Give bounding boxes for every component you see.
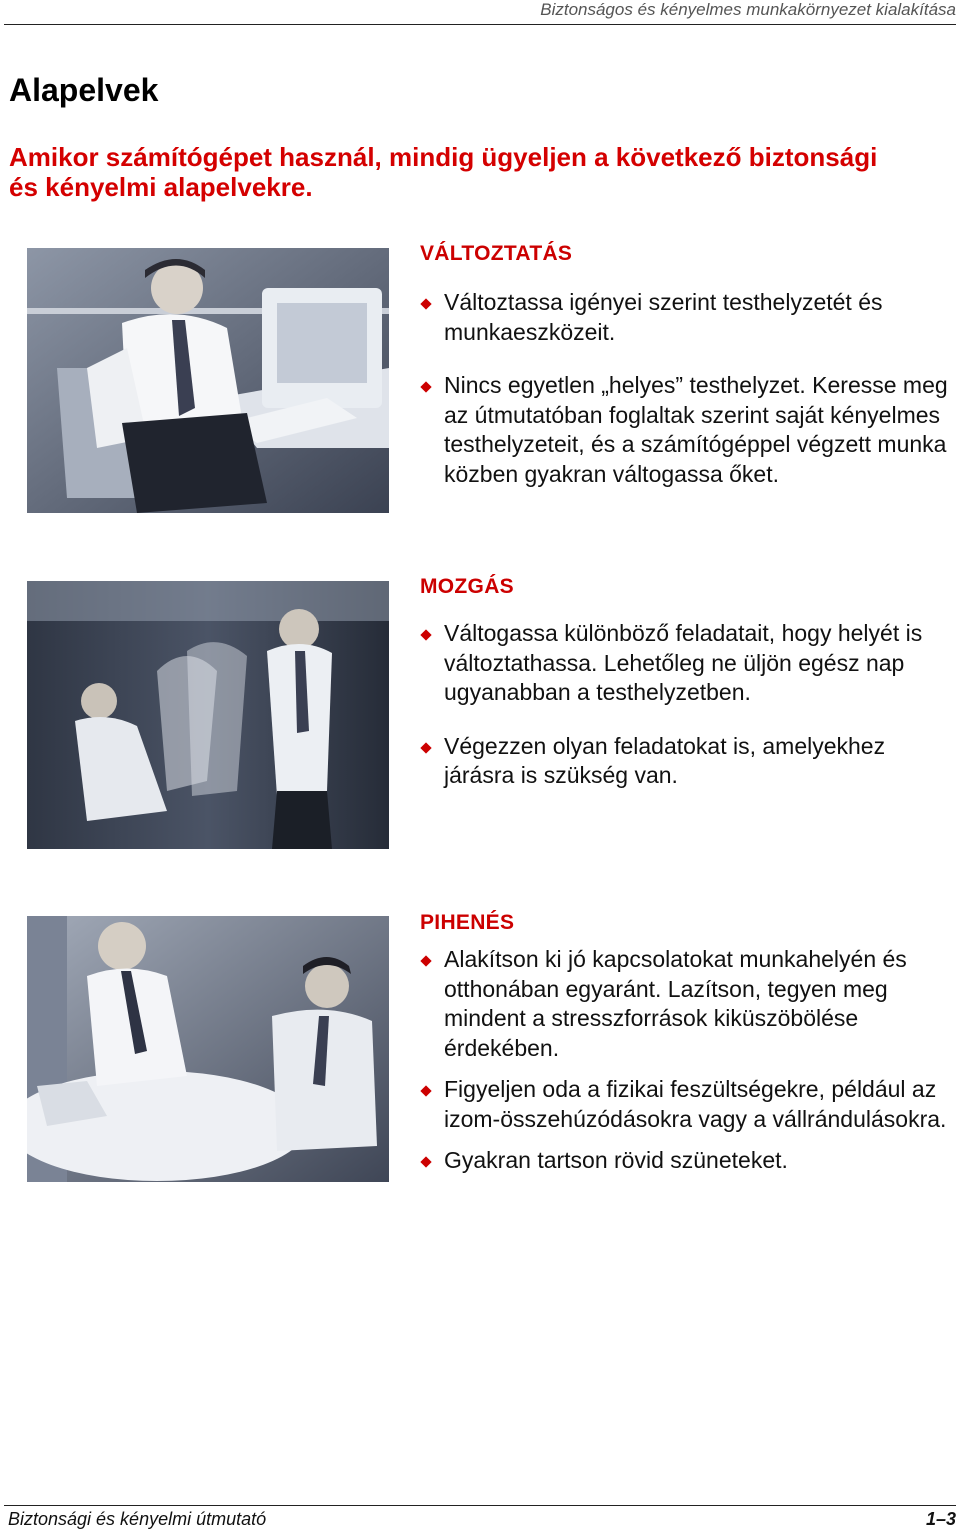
list-item	[420, 371, 950, 489]
bullet-text: Váltogassa különböző feladatait, hogy helyét is változtathassa. Lehetőleg ne üljön egész nap ugyanabban a testhelyzetben.	[444, 620, 923, 705]
red-diamond-bullet-icon	[420, 1156, 431, 1167]
red-diamond-bullet-icon	[420, 629, 431, 640]
list-item	[420, 619, 950, 708]
bullet-text: Végezzen olyan feladatokat is, amelyekhez járásra is szükség van.	[444, 732, 886, 788]
bullet-text: Alakítson ki jó kapcsolatokat munkahelyén és otthonában egyaránt. Lazítson, tegyen meg mindent a stresszforrások kiküszöbölése érdekében.	[444, 946, 907, 1061]
bullet-text: Nincs egyetlen „helyes” testhelyzet. Keresse meg az útmutatóban foglaltak szerint saját kényelmes testhelyzeteit, és a számítógéppel végzett munka közben gyakran váltogassa őket.	[444, 372, 948, 487]
list-item	[420, 732, 950, 791]
bullet-text: Figyeljen oda a fizikai feszültségekre, például az izom-összehúzódásokra vagy a vállrándulásokra.	[444, 1076, 947, 1132]
section-valtoztatas	[420, 242, 950, 489]
page-title: Alapelvek	[9, 72, 159, 108]
footer-rule	[4, 1505, 956, 1506]
red-diamond-bullet-icon	[420, 381, 431, 392]
list-item	[420, 1146, 950, 1176]
footer-title: Biztonsági és kényelmi útmutató	[8, 1509, 267, 1529]
bullet-list	[420, 945, 950, 1176]
red-diamond-bullet-icon	[420, 1085, 431, 1096]
section-heading: MOZGÁS	[420, 575, 514, 598]
section-heading: PIHENÉS	[420, 911, 515, 934]
red-diamond-bullet-icon	[420, 955, 431, 966]
intro-text: Amikor számítógépet használ, mindig ügyeljen a következő biztonsági és kényelmi alapelvekre.	[9, 142, 878, 202]
list-item	[420, 288, 950, 347]
list-item	[420, 1075, 950, 1134]
bullet-list	[420, 288, 950, 489]
section-heading: VÁLTOZTATÁS	[420, 242, 573, 265]
bullet-text: Változtassa igényei szerint testhelyzetét és munkaeszközeit.	[444, 289, 883, 345]
bullet-list	[420, 619, 950, 791]
section-pihenes	[420, 911, 950, 1176]
list-item	[420, 945, 950, 1063]
man-in-motion-photo	[27, 581, 389, 849]
red-diamond-bullet-icon	[420, 742, 431, 753]
red-diamond-bullet-icon	[420, 298, 431, 309]
two-men-talking-photo	[27, 916, 389, 1182]
page-number: 1–3	[925, 1509, 956, 1529]
man-at-desk-photo	[27, 248, 389, 513]
section-mozgas	[420, 575, 950, 791]
bullet-text: Gyakran tartson rövid szüneteket.	[444, 1147, 788, 1173]
header-rule	[4, 24, 956, 25]
running-title: Biztonságos és kényelmes munkakörnyezet kialakítása	[540, 0, 956, 19]
